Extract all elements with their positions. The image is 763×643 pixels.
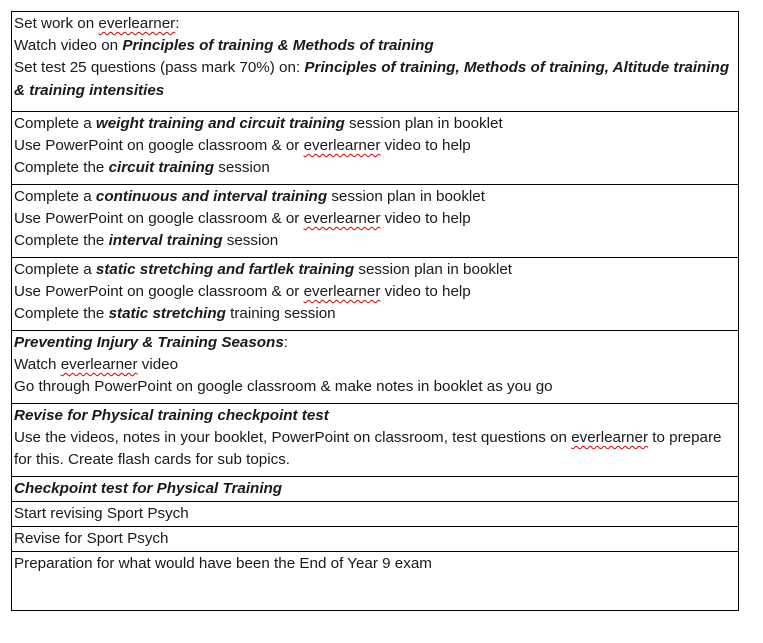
- plan-text: video to help: [380, 210, 471, 228]
- plan-text: Complete a: [14, 188, 96, 205]
- plan-line: [14, 208, 736, 230]
- plan-line: [14, 57, 736, 101]
- plan-text: session: [222, 232, 279, 250]
- plan-line: [14, 427, 736, 471]
- plan-text: :: [283, 334, 289, 351]
- plan-text: Complete a: [14, 115, 96, 132]
- plan-line: [14, 281, 736, 303]
- plan-text: Use PowerPoint on google classroom & or: [14, 283, 304, 301]
- spellcheck-flagged-word: everlearner: [571, 429, 649, 447]
- plan-text: Watch: [14, 356, 61, 374]
- plan-row: [12, 185, 739, 258]
- plan-line: [14, 230, 736, 252]
- plan-emphasis-text: interval training: [108, 232, 223, 250]
- plan-row: [12, 12, 739, 112]
- plan-line: [14, 332, 736, 354]
- plan-line: [14, 553, 736, 575]
- plan-text: training session: [225, 305, 336, 323]
- plan-text: Use PowerPoint on google classroom & or: [14, 137, 304, 155]
- plan-emphasis-text: circuit training: [108, 159, 215, 177]
- plan-text: Start revising Sport Psych: [14, 505, 189, 522]
- plan-line: [14, 186, 736, 208]
- plan-emphasis-text: weight training and circuit training: [95, 115, 345, 132]
- plan-line: [14, 135, 736, 157]
- plan-cell: [12, 552, 739, 611]
- plan-emphasis-text: Revise for Physical training checkpoint test: [14, 407, 329, 424]
- plan-row: [12, 527, 739, 552]
- spellcheck-flagged-word: everlearner: [303, 283, 381, 301]
- plan-row: [12, 502, 739, 527]
- spellcheck-flagged-word: everlearner: [60, 356, 138, 374]
- plan-line: [14, 157, 736, 179]
- spellcheck-flagged-word: everlearner: [98, 15, 176, 32]
- plan-cell: [12, 112, 739, 185]
- plan-text: video to help: [380, 137, 471, 155]
- plan-line: [14, 113, 736, 135]
- plan-text: Watch video on: [14, 37, 123, 55]
- plan-text: to prepare for this. Create flash cards for sub topics.: [14, 429, 722, 469]
- plan-cell: [12, 477, 739, 502]
- plan-line: [14, 13, 736, 35]
- plan-text: Use the videos, notes in your booklet, PowerPoint on classroom, test questions on: [14, 429, 572, 447]
- plan-text: Use PowerPoint on google classroom & or: [14, 210, 304, 228]
- plan-text: Set test 25 questions (pass mark 70%) on:: [14, 59, 305, 77]
- plan-emphasis-text: Checkpoint test for Physical Training: [14, 480, 283, 497]
- work-plan-table: [11, 11, 739, 611]
- plan-line: [14, 478, 736, 500]
- plan-emphasis-text: Principles of training & Methods of training: [122, 37, 434, 55]
- plan-line: [14, 303, 736, 325]
- plan-line: [14, 503, 736, 525]
- plan-row: [12, 477, 739, 502]
- plan-text: Complete the: [14, 159, 109, 177]
- plan-text: Set work on: [14, 15, 99, 32]
- plan-text: session plan in booklet: [344, 115, 503, 132]
- plan-row: [12, 404, 739, 477]
- plan-line: [14, 376, 736, 398]
- spellcheck-flagged-word: everlearner: [303, 137, 381, 155]
- plan-emphasis-text: Preventing Injury & Training Seasons: [14, 334, 284, 351]
- plan-emphasis-text: continuous and interval training: [95, 188, 328, 205]
- spellcheck-flagged-word: everlearner: [303, 210, 381, 228]
- plan-cell: [12, 502, 739, 527]
- plan-cell: [12, 331, 739, 404]
- plan-line: [14, 405, 736, 427]
- plan-text: video: [137, 356, 179, 374]
- plan-text: Revise for Sport Psych: [14, 530, 169, 547]
- plan-emphasis-text: Principles of training, Methods of training, Altitude training & training intensities: [14, 59, 730, 99]
- plan-line: [14, 259, 736, 281]
- plan-text: Preparation for what would have been the End of Year 9 exam: [14, 555, 432, 572]
- plan-cell: [12, 185, 739, 258]
- plan-text: Complete the: [14, 232, 109, 250]
- plan-text: session: [214, 159, 270, 177]
- plan-cell: [12, 12, 739, 112]
- plan-cell: [12, 527, 739, 552]
- plan-row: [12, 258, 739, 331]
- plan-row: [12, 331, 739, 404]
- plan-line: [14, 528, 736, 550]
- plan-text: session plan in booklet: [327, 188, 485, 205]
- plan-text: Complete the: [14, 305, 109, 323]
- work-plan-body: [12, 12, 739, 611]
- plan-line: [14, 354, 736, 376]
- plan-line: [14, 35, 736, 57]
- plan-text: Go through PowerPoint on google classroom & make notes in booklet as you go: [14, 378, 553, 396]
- plan-emphasis-text: static stretching: [108, 305, 226, 323]
- plan-text: video to help: [380, 283, 471, 301]
- plan-row: [12, 112, 739, 185]
- plan-text: session plan in booklet: [354, 261, 513, 278]
- plan-text: Complete a: [14, 261, 96, 278]
- plan-cell: [12, 404, 739, 477]
- plan-text: :: [175, 15, 180, 32]
- plan-cell: [12, 258, 739, 331]
- plan-row: [12, 552, 739, 611]
- plan-emphasis-text: static stretching and fartlek training: [95, 261, 355, 278]
